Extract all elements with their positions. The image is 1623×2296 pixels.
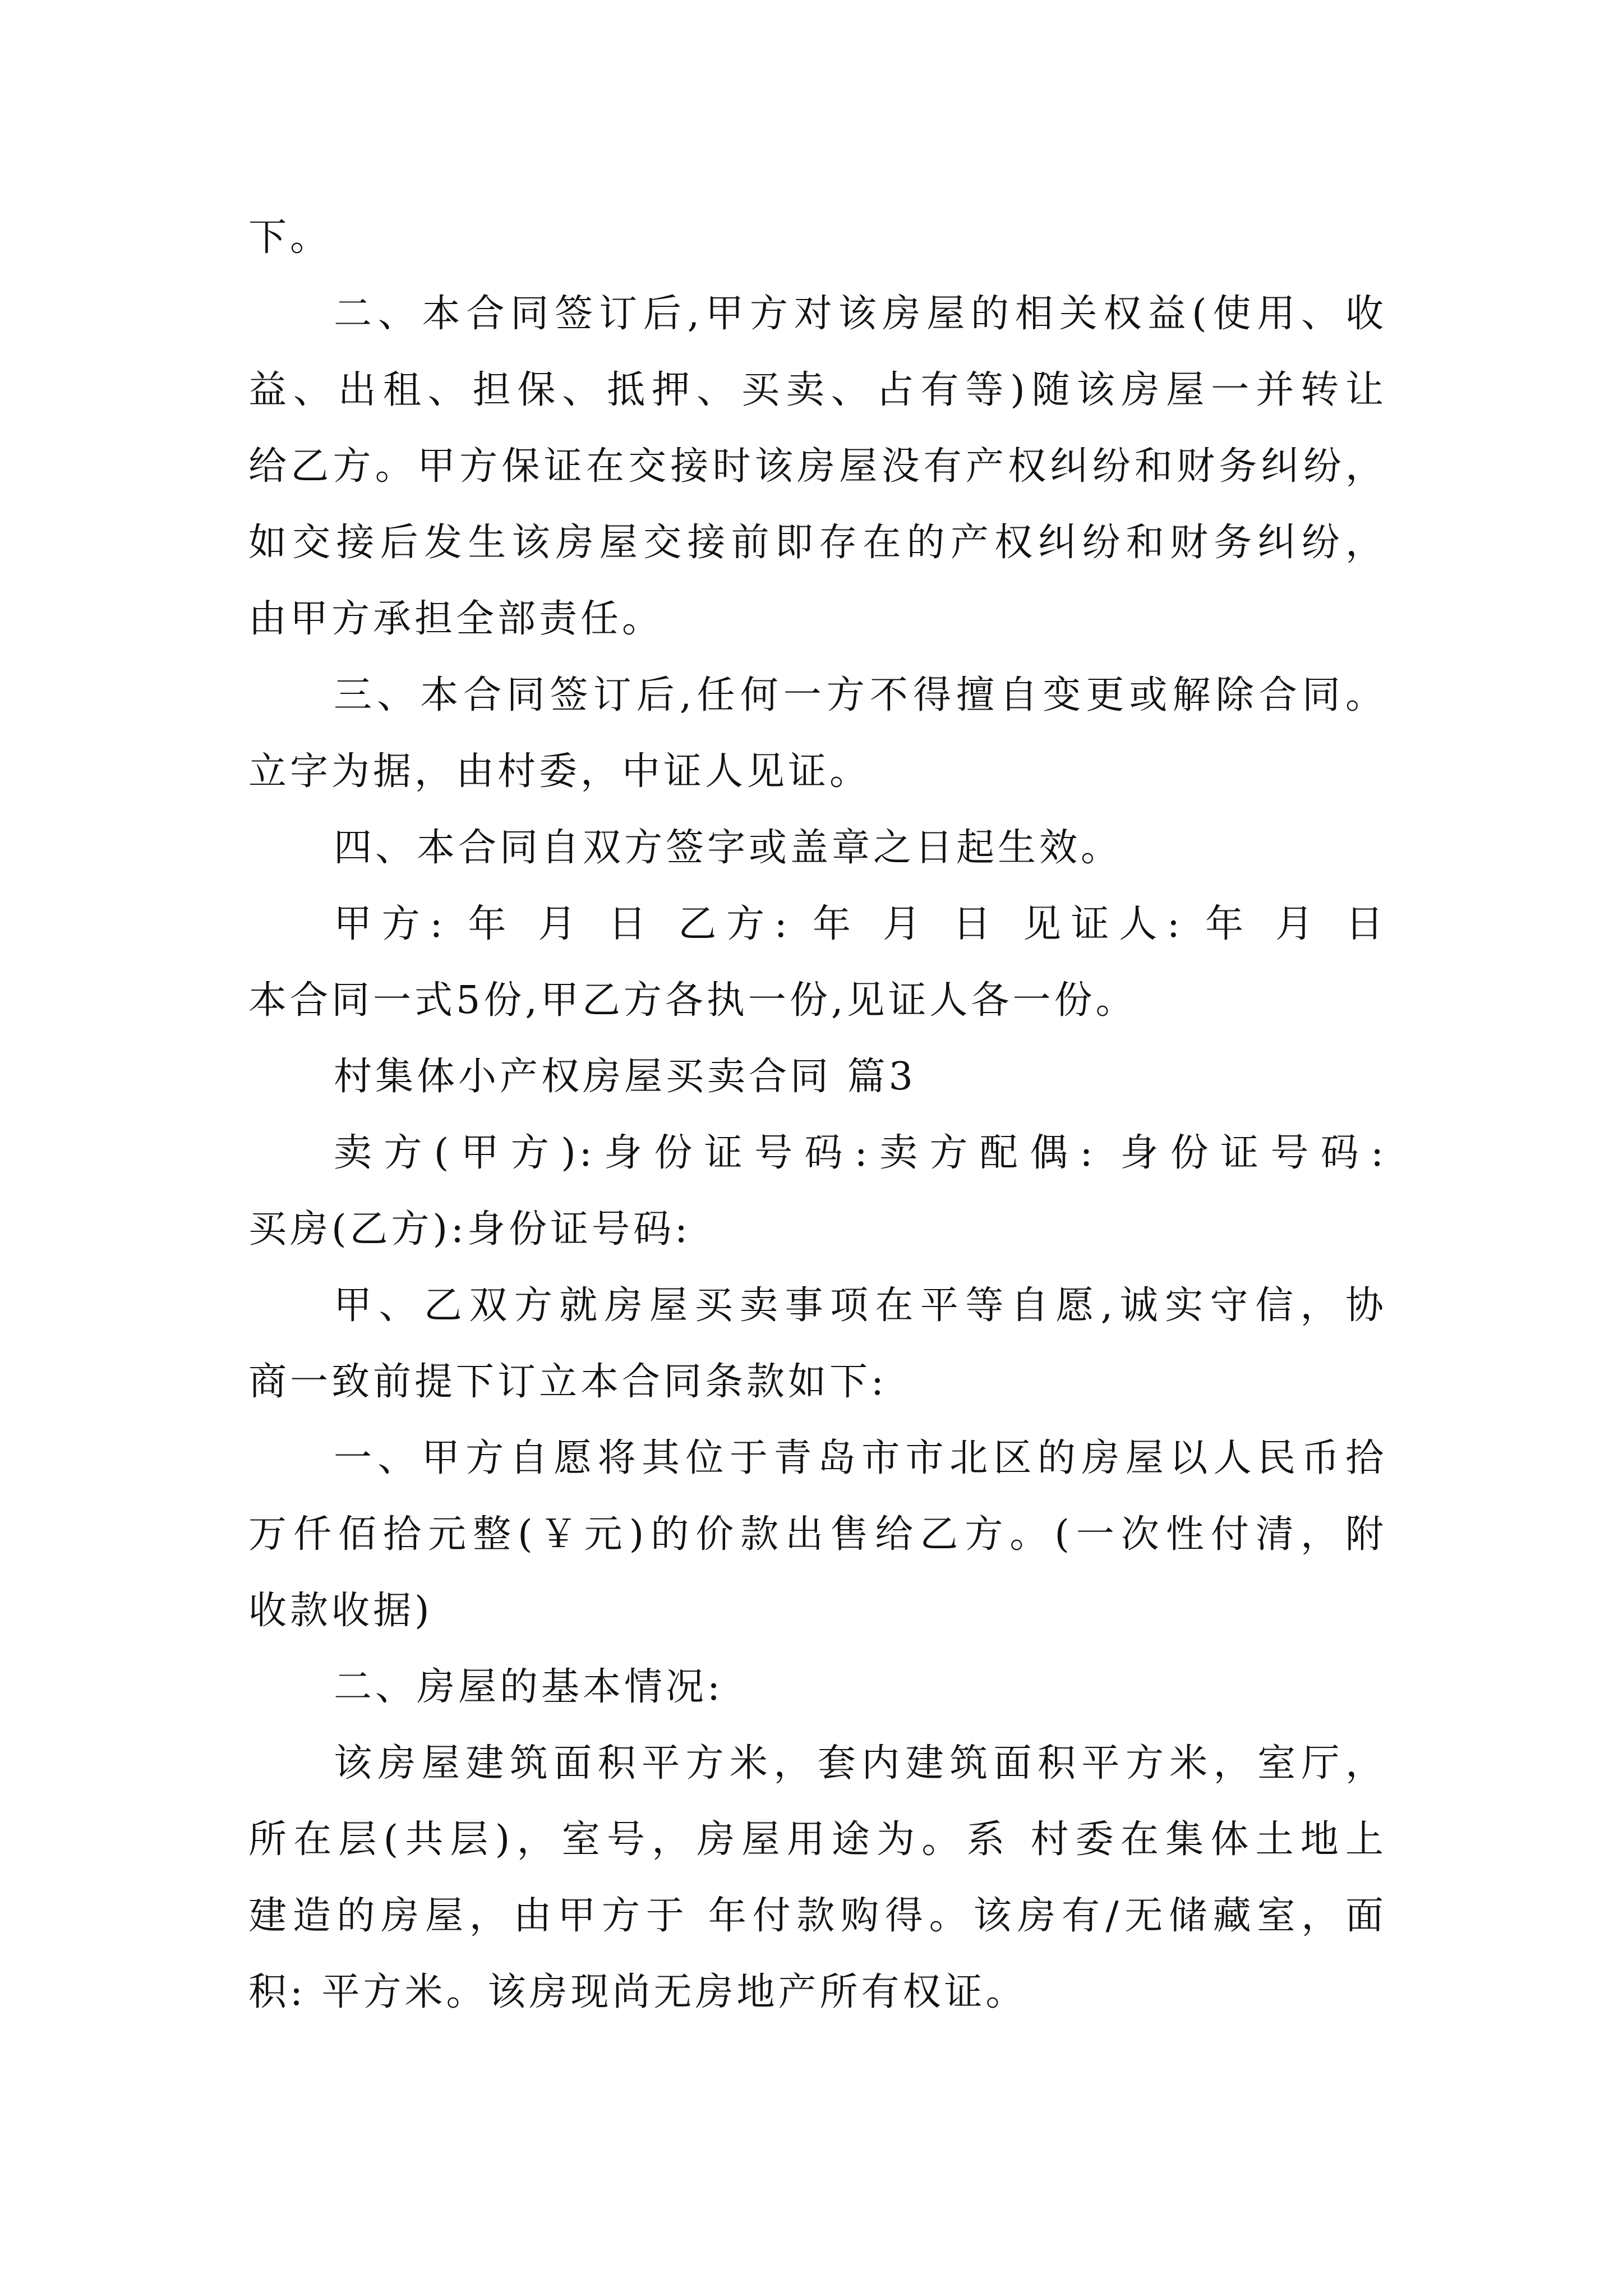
seller-line: 卖方(甲方):身份证号码:卖方配偶: 身份证号码: <box>334 1131 1387 1175</box>
signature-line: 甲方: 年 月 日 乙方: 年 月 日 见证人: 年 月 日 <box>334 902 1387 946</box>
text-line: 立字为据，由村委，中证人见证。 <box>248 749 872 794</box>
contract-body <box>248 200 1387 2031</box>
clause-1-line: 一、甲方自愿将其位于青岛市市北区的房屋以人民币拾 <box>334 1436 1387 1480</box>
text-line: 所在层(共层)，室号，房屋用途为。系 村委在集体土地上 <box>248 1818 1387 1862</box>
section-heading: 村集体小产权房屋买卖合同 篇3 <box>334 1055 916 1099</box>
clause-2-heading: 二、房屋的基本情况: <box>334 1665 723 1709</box>
clause-2-line: 二、本合同签订后,甲方对该房屋的相关权益(使用、收 <box>334 292 1387 336</box>
text-line: 商一致前提下订立本合同条款如下: <box>248 1360 887 1404</box>
text-line: 由甲方承担全部责任。 <box>248 597 664 641</box>
buyer-line: 买房(乙方):身份证号码: <box>248 1207 691 1251</box>
text-line: 如交接后发生该房屋交接前即存在的产权纠纷和财务纠纷， <box>248 521 1387 565</box>
property-line: 该房屋建筑面积平方米，套内建筑面积平方米，室厅， <box>334 1741 1387 1786</box>
text-line: 下。 <box>248 215 332 260</box>
clause-3-line: 三、本合同签订后,任何一方不得擅自变更或解除合同。 <box>334 673 1387 717</box>
clause-4-line: 四、本合同自双方签字或盖章之日起生效。 <box>334 826 1123 870</box>
text-line: 给乙方。甲方保证在交接时该房屋没有产权纠纷和财务纠纷， <box>248 444 1387 489</box>
text-line: 建造的房屋，由甲方于 年付款购得。该房有/无储藏室，面 <box>248 1894 1387 1938</box>
copies-line: 本合同一式5份,甲乙方各执一份,见证人各一份。 <box>248 978 1137 1023</box>
text-line: 收款收据) <box>248 1589 433 1633</box>
text-line: 万仟佰拾元整(￥元)的价款出售给乙方。(一次性付清，附 <box>248 1512 1387 1557</box>
text-line: 积: 平方米。该房现尚无房地产所有权证。 <box>248 1970 1027 2014</box>
text-line: 益、出租、担保、抵押、买卖、占有等)随该房屋一并转让 <box>248 368 1387 412</box>
preamble-line: 甲、乙双方就房屋买卖事项在平等自愿,诚实守信，协 <box>334 1283 1387 1328</box>
